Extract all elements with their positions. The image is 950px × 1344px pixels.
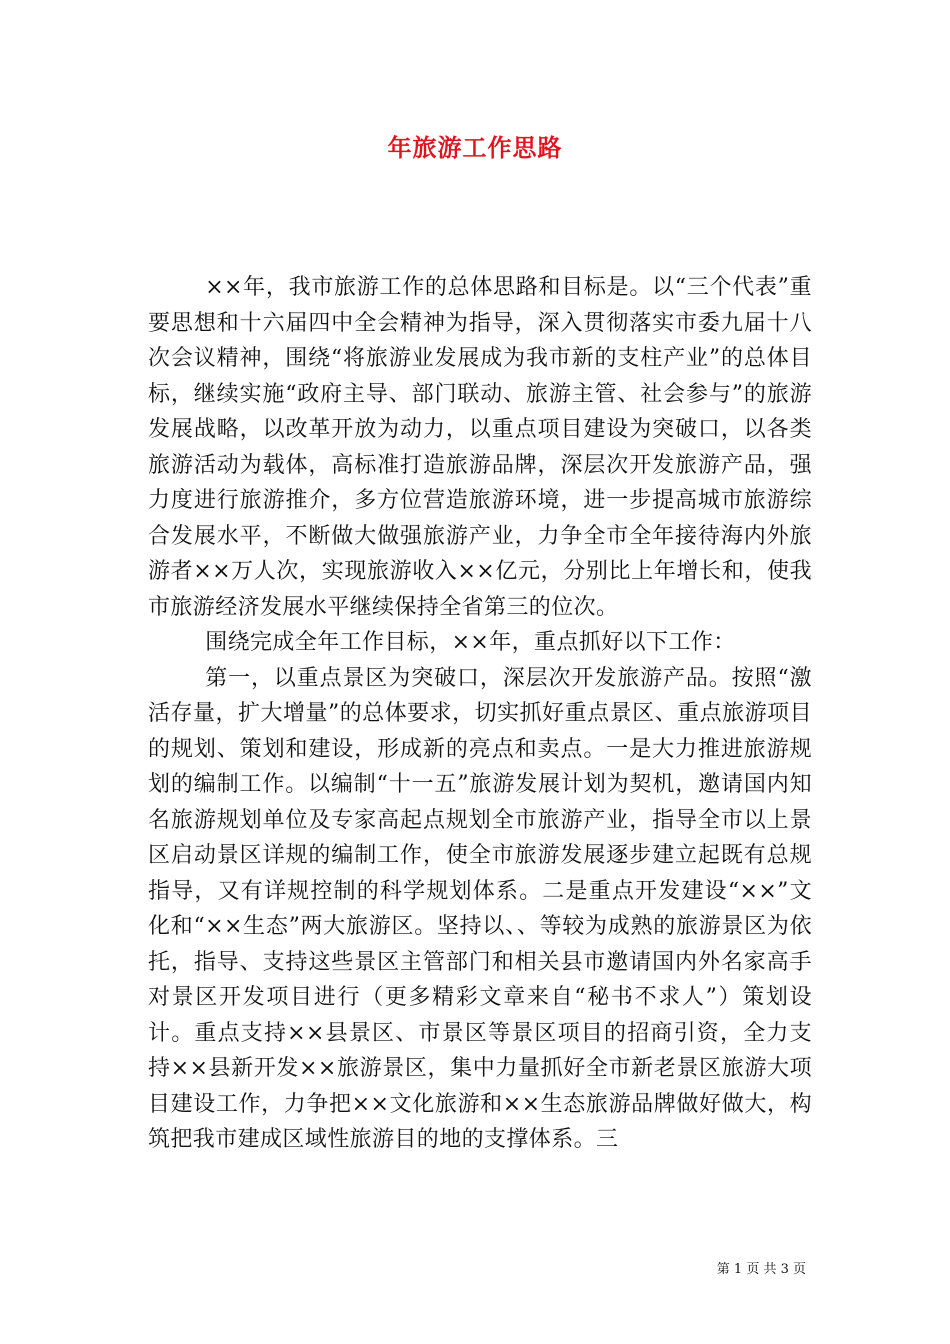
- document-body: [148, 270, 812, 1158]
- paragraph-intro: ××年，我市旅游工作的总体思路和目标是。以“三个代表”重要思想和十六届四中全会精神为指导，深入贯彻落实市委九届十八次会议精神，围绕“将旅游业发展成为我市新的支柱产业”的总体目标，继续实施“政府主导、部门联动、旅游主管、社会参与”的旅游发展战略，以改革开放为动力，以重点项目建设为突破口，以各类旅游活动为载体，高标准打造旅游品牌，深层次开发旅游产品，强力度进行旅游推介，多方位营造旅游环境，进一步提高城市旅游综合发展水平，不断做大做强旅游产业，力争全市全年接待海内外旅游者××万人次，实现旅游收入××亿元，分别比上年增长和，使我市旅游经济发展水平继续保持全省第三的位次。: [148, 275, 812, 620]
- paragraph-summary: 围绕完成全年工作目标，××年，重点抓好以下工作：: [205, 630, 736, 655]
- document-title: 年旅游工作思路: [387, 133, 563, 162]
- paragraph-first-task: 第一，以重点景区为突破口，深层次开发旅游产品。按照“激活存量，扩大增量”的总体要求，切实抓好重点景区、重点旅游项目的规划、策划和建设，形成新的亮点和卖点。一是大力推进旅游规划的编制工作。以编制“十一五”旅游发展计划为契机，邀请国内知名旅游规划单位及专家高起点规划全市旅游产业，指导全市以上景区启动景区详规的编制工作，使全市旅游发展逐步建立起既有总规指导，又有详规控制的科学规划体系。二是重点开发建设“××”文化和“××生态”两大旅游区。坚持以、、等较为成熟的旅游景区为依托，指导、支持这些景区主管部门和相关县市邀请国内外名家高手对景区开发项目进行（更多精彩文章来自“秘书不求人”）策划设计。重点支持××县景区、市景区等景区项目的招商引资，全力支持××县新开发××旅游景区，集中力量抓好全市新老景区旅游大项目建设工作，力争把××文化旅游和××生态旅游品牌做好做大，构筑把我市建成区域性旅游目的地的支撑体系。三: [148, 665, 812, 1152]
- page-number: 第 1 页 共 3 页: [716, 1262, 806, 1277]
